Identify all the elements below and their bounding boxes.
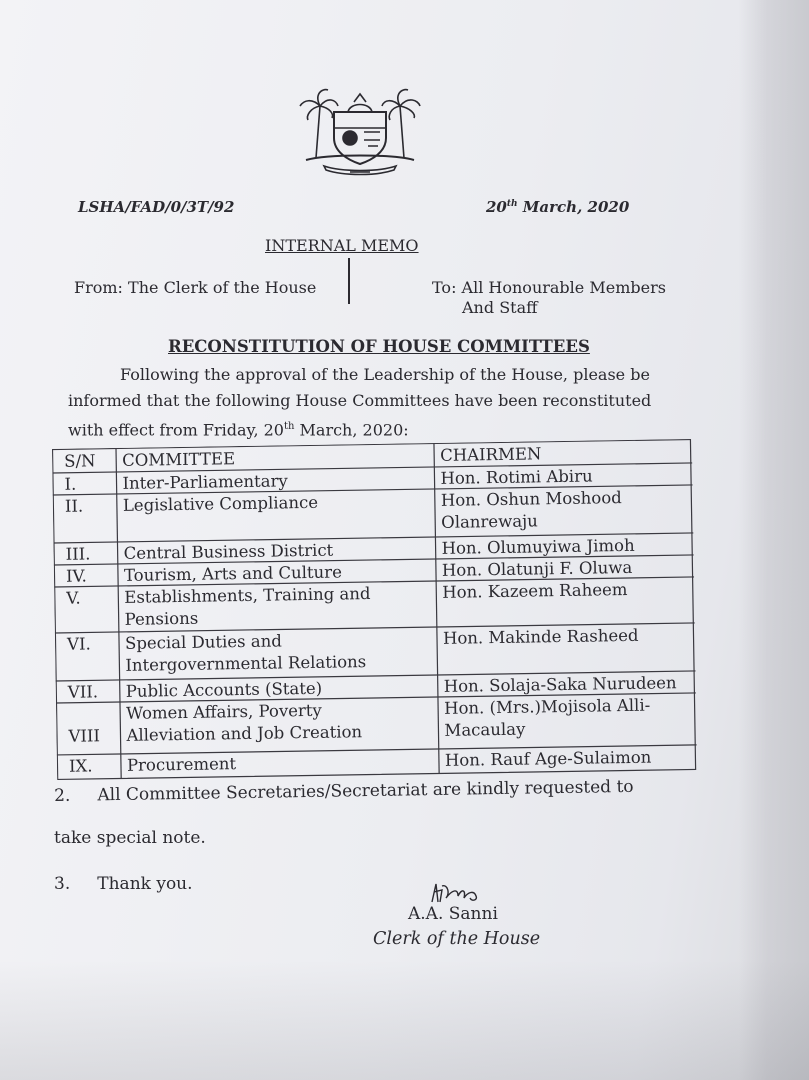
row-chairman: Hon. Kazeem Raheem	[442, 579, 628, 602]
memo-title: INTERNAL MEMO	[265, 236, 419, 255]
paragraph-2-line-1	[54, 777, 634, 806]
date-suffix: th	[506, 199, 518, 209]
row-sn: VIII	[68, 726, 101, 746]
paragraph-3-text: Thank you.	[97, 874, 193, 894]
page-bottom-shadow	[0, 960, 809, 1080]
row-chairman: Olanrewaju	[441, 511, 538, 532]
page-edge-shadow	[739, 0, 809, 1080]
header-committee: COMMITTEE	[122, 449, 236, 470]
row-committee: Inter-Parliamentary	[122, 471, 288, 493]
signatory-name: A.A. Sanni	[408, 904, 498, 924]
signature-icon	[428, 880, 484, 906]
intro-line-1: Following the approval of the Leadership of the House, please be	[120, 365, 650, 384]
paragraph-2-text: All Committee Secretaries/Secretariat are kindly requested to	[97, 776, 634, 806]
header-chairmen: CHAIRMEN	[439, 444, 542, 465]
row-chairman: Hon. Oshun Moshood	[440, 488, 622, 510]
header-sn: S/N	[64, 451, 96, 471]
row-committee: Intergovernmental Relations	[125, 652, 367, 675]
row-committee: Public Accounts (State)	[125, 678, 323, 701]
signatory-title: Clerk of the House	[373, 929, 541, 949]
reference-number: LSHA/FAD/0/3T/92	[78, 198, 235, 216]
row-committee: Women Affairs, Poverty	[126, 700, 322, 723]
row-sn: IX.	[68, 756, 93, 776]
row-chairman: Hon. Makinde Rasheed	[442, 625, 639, 648]
row-sn: I.	[64, 474, 77, 494]
intro-line-2: informed that the following House Committees have been reconstituted	[68, 391, 652, 410]
divider-line	[348, 258, 350, 304]
intro-line-3-sup: th	[283, 421, 295, 432]
row-chairman: Hon. Rauf Age-Sulaimon	[444, 747, 652, 770]
row-sn: VI.	[66, 634, 91, 654]
row-chairman: Hon. Olumuyiwa Jimoh	[441, 535, 635, 558]
from-line: From: The Clerk of the House	[74, 278, 317, 297]
paragraph-3	[54, 874, 193, 894]
row-committee: Legislative Compliance	[122, 492, 319, 515]
intro-line-3-pre: with effect from Friday, 20	[68, 420, 284, 440]
memo-heading: RECONSTITUTION OF HOUSE COMMITTEES	[168, 337, 590, 356]
to-line-1: To: All Honourable Members	[432, 278, 666, 297]
row-sn: II.	[64, 496, 84, 516]
intro-line-3	[68, 414, 678, 443]
date-rest: March, 2020	[517, 198, 630, 216]
row-chairman: Hon. Olatunji F. Oluwa	[441, 557, 633, 580]
row-committee: Central Business District	[123, 540, 334, 563]
paragraph-2-number: 2.	[54, 785, 71, 806]
row-sn: IV.	[65, 566, 87, 586]
memo-date	[486, 198, 629, 216]
row-committee: Alleviation and Job Creation	[126, 722, 363, 745]
to-line-2: And Staff	[462, 298, 538, 317]
row-committee: Establishments, Training and	[124, 584, 371, 607]
row-sn: VII.	[67, 682, 99, 702]
date-day: 20	[486, 198, 507, 216]
row-sn: III.	[65, 544, 91, 564]
row-sn: V.	[66, 588, 81, 608]
row-chairman: Macaulay	[444, 719, 526, 740]
paragraph-2-line-2: take special note.	[54, 828, 206, 848]
paragraph-3-number: 3.	[54, 874, 71, 894]
row-committee: Special Duties and	[124, 631, 282, 653]
coat-of-arms-icon	[298, 84, 422, 176]
intro-paragraph	[68, 362, 678, 443]
row-committee: Tourism, Arts and Culture	[123, 562, 343, 585]
row-chairman: Hon. Solaja-Saka Nurudeen	[443, 673, 677, 696]
row-chairman: Hon. (Mrs.)Mojisola Alli-	[443, 695, 651, 718]
intro-line-3-post: March, 2020:	[294, 420, 409, 440]
row-committee: Pensions	[124, 608, 199, 629]
row-chairman: Hon. Rotimi Abiru	[440, 466, 593, 488]
committees-table	[52, 439, 697, 781]
row-committee: Procurement	[126, 754, 237, 775]
